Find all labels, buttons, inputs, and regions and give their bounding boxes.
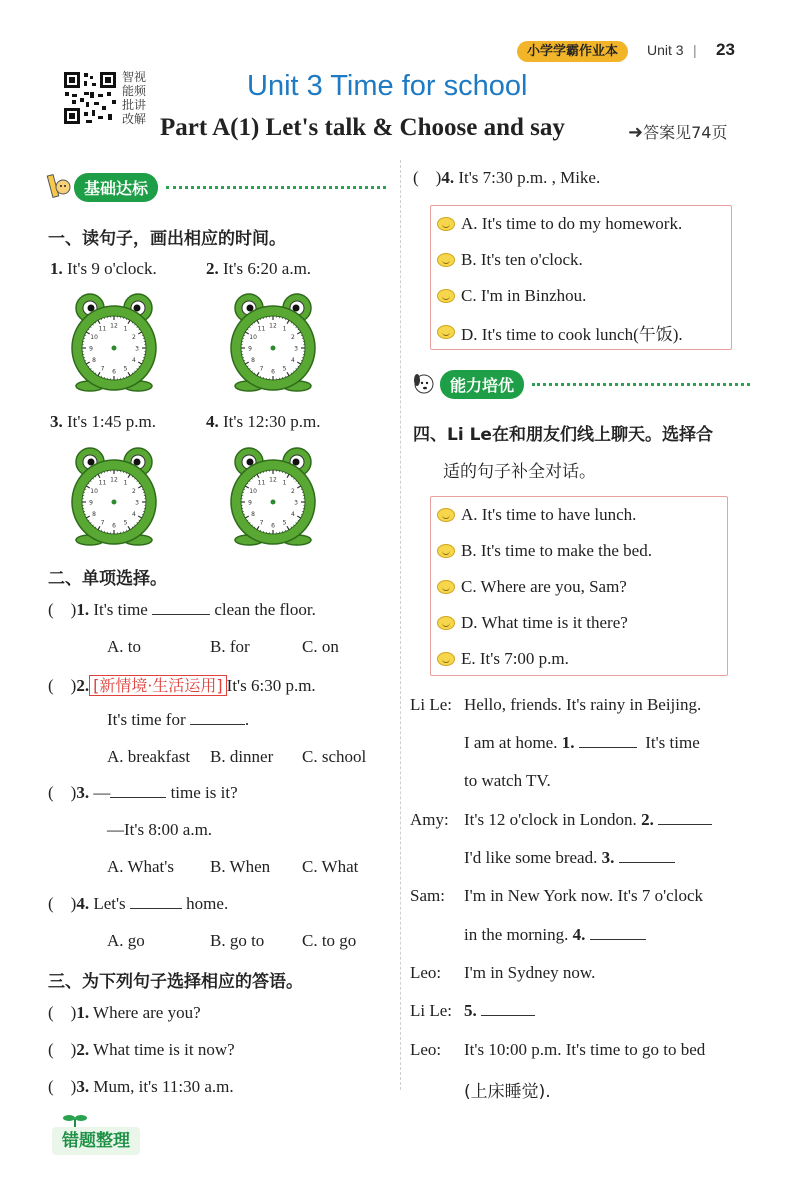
smiley-bullet-icon (437, 544, 455, 558)
book-badge: 小学学霸作业本 (517, 41, 628, 62)
svg-text:1: 1 (123, 325, 128, 333)
section3-options-box (430, 205, 732, 350)
smiley-bullet-icon (437, 580, 455, 594)
svg-text:11: 11 (98, 479, 107, 487)
smiley-bullet-icon (437, 325, 455, 339)
svg-text:7: 7 (259, 519, 264, 527)
section4-option-a[interactable]: A. It's time to have lunch. (431, 497, 727, 533)
footer-mistakes (52, 1112, 140, 1151)
dialog-blank-3[interactable] (619, 849, 675, 863)
q2-option-b[interactable]: B. dinner (210, 747, 274, 766)
banner-ability (410, 370, 750, 398)
section2-heading: 二、单项选择。 (48, 569, 167, 589)
qr-label: 智视能频批讲改解 (122, 70, 147, 126)
frog-clock-icon (68, 292, 160, 392)
q1-option-a[interactable]: A. to (107, 637, 141, 656)
frog-clock-4[interactable] (227, 446, 319, 551)
svg-text:2: 2 (291, 488, 295, 495)
section4-options-box (430, 496, 728, 676)
svg-text:11: 11 (257, 325, 266, 333)
svg-text:12: 12 (110, 322, 118, 330)
svg-text:9: 9 (248, 499, 252, 507)
frog-clock-1[interactable] (68, 292, 160, 397)
svg-text:10: 10 (90, 334, 98, 341)
smiley-bullet-icon (437, 253, 455, 267)
dialog-blank-1[interactable] (579, 734, 637, 748)
dialog-leo-line-2: It's 10:00 p.m. It's time to go to bed (464, 1040, 706, 1059)
frog-clock-icon (68, 446, 160, 546)
section4-option-e[interactable]: E. It's 7:00 p.m. (431, 641, 727, 677)
dialog-sam-line-2: in the morning. 4. (464, 925, 646, 945)
q4-option-b[interactable]: B. go to (210, 931, 265, 950)
svg-text:8: 8 (251, 511, 255, 518)
q4-option-a[interactable]: A. go (107, 931, 145, 950)
answer-blank[interactable] (110, 784, 166, 798)
q1-option-c[interactable]: C. on (302, 637, 339, 656)
svg-text:4: 4 (132, 511, 136, 518)
dialog-amy-name: Amy: (410, 810, 449, 829)
banner-ability-label: 能力培优 (440, 370, 524, 399)
q3-option-a[interactable]: A. What's (107, 857, 174, 876)
dialog-lile-line-4: 5. (464, 1001, 535, 1021)
svg-text:5: 5 (123, 365, 128, 373)
header-unit: Unit 3 (647, 42, 684, 58)
sprout-icon (60, 1112, 140, 1126)
answer-blank[interactable] (152, 601, 210, 615)
dialog-blank-5[interactable] (481, 1002, 535, 1016)
svg-text:2: 2 (132, 334, 136, 341)
smiley-bullet-icon (437, 652, 455, 666)
column-divider (400, 160, 401, 1090)
section3-option-a[interactable]: A. It's time to do my homework. (431, 206, 731, 242)
svg-text:10: 10 (90, 488, 98, 495)
header-separator: | (693, 42, 697, 58)
svg-text:3: 3 (135, 345, 139, 353)
svg-text:10: 10 (249, 488, 257, 495)
q2-option-a[interactable]: A. breakfast (107, 747, 191, 766)
clock-item-2: 2. It's 6:20 a.m. (206, 259, 312, 278)
svg-text:8: 8 (251, 357, 255, 364)
frog-clock-icon (227, 446, 319, 546)
svg-text:1: 1 (123, 479, 128, 487)
q4-option-c[interactable]: C. to go (302, 931, 357, 950)
dialog-leo-name-1: Leo: (410, 963, 442, 982)
svg-text:11: 11 (257, 479, 266, 487)
svg-text:2: 2 (132, 488, 136, 495)
svg-text:9: 9 (89, 499, 93, 507)
dialog-lile-line-2: I am at home. 1. It's time (464, 733, 700, 752)
mc-question-4: ( )4. Let's home. (48, 894, 229, 913)
qr-code-icon[interactable] (62, 70, 118, 126)
unit-title: Unit 3 Time for school (247, 70, 528, 102)
clock-item-3: 3. It's 1:45 p.m. (50, 412, 157, 431)
mc-question-3: ( )3. — time is it? (48, 783, 238, 802)
svg-text:1: 1 (282, 325, 287, 333)
dialog-lile-line-3: to watch TV. (464, 771, 551, 790)
frog-clock-3[interactable] (68, 446, 160, 551)
svg-text:12: 12 (269, 322, 277, 330)
svg-text:3: 3 (135, 499, 139, 507)
q3-line2: —It's 8:00 a.m. (107, 820, 213, 839)
section3-option-b[interactable]: B. It's ten o'clock. (431, 242, 731, 278)
part-title: Part A(1) Let's talk & Choose and say (160, 114, 565, 141)
svg-text:9: 9 (248, 345, 252, 353)
mc-question-1: ( )1. It's time clean the floor. (48, 600, 316, 619)
svg-text:5: 5 (282, 519, 287, 527)
q1-option-b[interactable]: B. for (210, 637, 250, 656)
svg-text:1: 1 (282, 479, 287, 487)
svg-text:9: 9 (89, 345, 93, 353)
dialog-leo-line-3: (上床睡觉). (464, 1082, 551, 1102)
arrow-right-icon: ➜ (628, 122, 644, 143)
svg-text:8: 8 (92, 357, 96, 364)
svg-text:4: 4 (291, 357, 295, 364)
svg-text:10: 10 (249, 334, 257, 341)
svg-text:6: 6 (112, 368, 116, 376)
section4-option-b[interactable]: B. It's time to make the bed. (431, 533, 727, 569)
svg-text:7: 7 (259, 365, 264, 373)
q2-option-c[interactable]: C. school (302, 747, 367, 766)
match-question-2: ( )2. What time is it now? (48, 1040, 235, 1059)
dialog-lile-name-2: Li Le: (410, 1001, 453, 1020)
section1-heading: 一、读句子，画出相应的时间。 (48, 229, 286, 249)
frog-clock-2[interactable] (227, 292, 319, 397)
answer-blank[interactable] (190, 711, 245, 725)
banner-basic (46, 173, 386, 201)
match-question-1: ( )1. Where are you? (48, 1003, 201, 1022)
q3-option-c[interactable]: C. What (302, 857, 359, 876)
svg-text:7: 7 (100, 519, 105, 527)
dialog-leo-name-2: Leo: (410, 1040, 442, 1059)
svg-text:11: 11 (98, 325, 107, 333)
answer-reference: ➜答案见74页 (628, 122, 728, 143)
dog-mascot-icon (410, 370, 438, 398)
dialog-leo-line-1: I'm in Sydney now. (464, 963, 596, 982)
q3-option-b[interactable]: B. When (210, 857, 271, 876)
footer-label: 错题整理 (52, 1127, 140, 1155)
mc-question-2: ( )2. [新情境·生活运用] It's 6:30 p.m. (48, 676, 316, 695)
match-question-3: ( )3. Mum, it's 11:30 a.m. (48, 1077, 234, 1096)
q2-line2: It's time for . (107, 710, 250, 729)
smiley-bullet-icon (437, 508, 455, 522)
smiley-bullet-icon (437, 616, 455, 630)
smiley-bullet-icon (437, 217, 455, 231)
dialog-amy-line-1: It's 12 o'clock in London. 2. (464, 810, 712, 830)
svg-text:3: 3 (294, 345, 298, 353)
dialog-amy-line-2: I'd like some bread. 3. (464, 848, 675, 868)
clock-item-4: 4. It's 12:30 p.m. (206, 412, 321, 431)
dialog-blank-4[interactable] (590, 926, 646, 940)
frog-clock-icon (227, 292, 319, 392)
svg-text:3: 3 (294, 499, 298, 507)
new-context-tag: [新情境·生活运用] (89, 675, 227, 696)
match-question-4: ( )4. It's 7:30 p.m. , Mike. (413, 168, 601, 187)
dialog-blank-2[interactable] (658, 811, 712, 825)
section4-heading-line2: 适的句子补全对话。 (443, 462, 596, 482)
svg-text:6: 6 (271, 368, 275, 376)
svg-text:2: 2 (291, 334, 295, 341)
section3-option-d[interactable]: D. It's time to cook lunch(午饭). (431, 314, 731, 350)
banner-basic-label: 基础达标 (74, 173, 158, 202)
dialog-lile-line-1: Hello, friends. It's rainy in Beijing. (464, 695, 702, 714)
section3-heading: 三、为下列句子选择相应的答语。 (48, 972, 303, 992)
svg-text:12: 12 (269, 476, 277, 484)
dialog-sam-name: Sam: (410, 886, 445, 905)
svg-text:12: 12 (110, 476, 118, 484)
answer-blank[interactable] (130, 895, 182, 909)
section4-option-d[interactable]: D. What time is it there? (431, 605, 727, 641)
svg-text:4: 4 (291, 511, 295, 518)
svg-text:5: 5 (282, 365, 287, 373)
svg-text:5: 5 (123, 519, 128, 527)
dialog-lile-name-1: Li Le: (410, 695, 453, 714)
smiley-bullet-icon (437, 289, 455, 303)
section3-option-c[interactable]: C. I'm in Binzhou. (431, 278, 731, 314)
svg-text:7: 7 (100, 365, 105, 373)
section4-heading-line1: 四、Li Le在和朋友们线上聊天。选择合 (413, 425, 713, 445)
clock-item-1: 1. It's 9 o'clock. (50, 259, 157, 278)
svg-text:6: 6 (112, 522, 116, 530)
svg-text:6: 6 (271, 522, 275, 530)
page-number: 23 (716, 40, 735, 59)
svg-text:4: 4 (132, 357, 136, 364)
section4-option-c[interactable]: C. Where are you, Sam? (431, 569, 727, 605)
dialog-sam-line-1: I'm in New York now. It's 7 o'clock (464, 886, 703, 905)
pencil-mascot-icon (46, 173, 72, 201)
svg-text:8: 8 (92, 511, 96, 518)
